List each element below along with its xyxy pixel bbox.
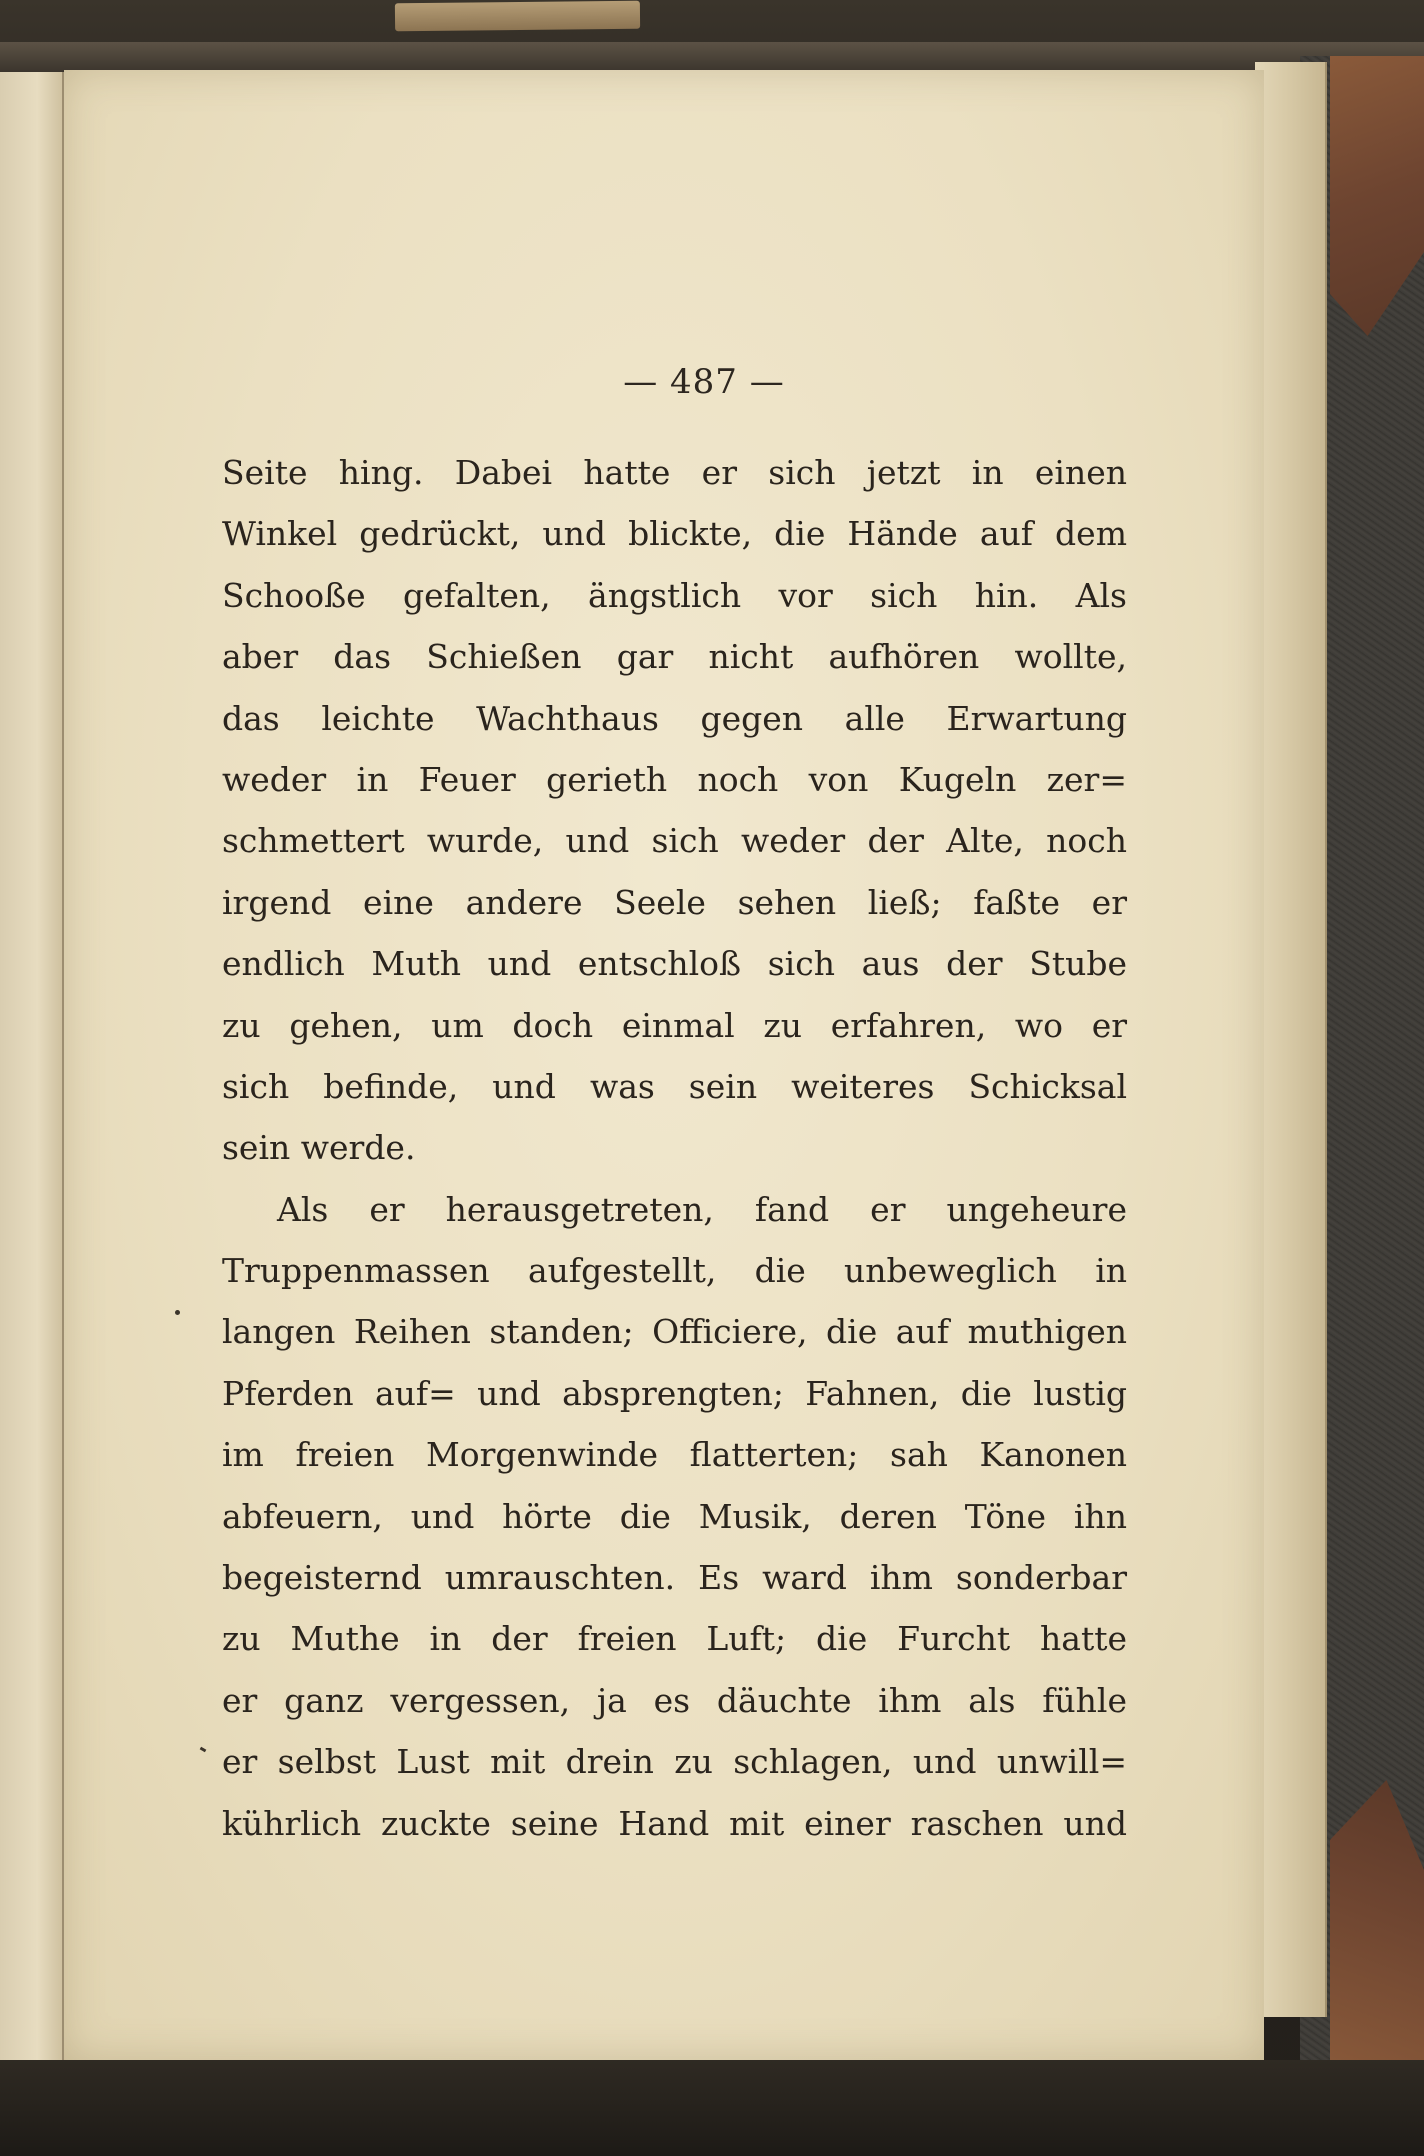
text-line: endlich Muth und entschloß sich aus der Stube	[222, 944, 1127, 984]
text-line: weder in Feuer gerieth noch von Kugeln zer=	[222, 759, 1127, 799]
left-page-edge	[0, 72, 64, 2062]
text-line: das leichte Wachthaus gegen alle Erwartung	[222, 698, 1127, 738]
text-line: sich befinde, und was sein weiteres Schicksal	[222, 1066, 1127, 1106]
text-line: langen Reihen standen; Officiere, die auf muthigen	[222, 1312, 1127, 1352]
text-line: Winkel gedrückt, und blickte, die Hände auf dem	[222, 514, 1127, 554]
text-line: Als er herausgetreten, fand er ungeheure	[277, 1189, 1127, 1229]
binding-strip	[395, 1, 640, 32]
text-line: er ganz vergessen, ja es däuchte ihm als fühle	[222, 1680, 1127, 1720]
text-line: sein werde.	[222, 1128, 416, 1168]
page-text	[222, 442, 1127, 1854]
text-line: kührlich zuckte seine Hand mit einer raschen und	[222, 1803, 1127, 1843]
text-line: Seite hing. Dabei hatte er sich jetzt in einen	[222, 453, 1127, 492]
bottom-cover-edge	[0, 2060, 1424, 2156]
text-line: irgend eine andere Seele sehen ließ; faßte er	[222, 882, 1127, 922]
page-stack-edge	[1255, 62, 1327, 2017]
text-line: begeisternd umrauschten. Es ward ihm sonderbar	[222, 1558, 1127, 1598]
text-line: aber das Schießen gar nicht aufhören wollte,	[222, 637, 1127, 677]
text-line: abfeuern, und hörte die Musik, deren Töne ihn	[222, 1496, 1127, 1536]
margin-dot-mark	[175, 1310, 180, 1315]
book-page	[64, 70, 1264, 2060]
text-line: schmettert wurde, und sich weder der Alte, noch	[222, 821, 1127, 861]
text-line: er selbst Lust mit drein zu schlagen, und unwill=	[222, 1742, 1127, 1782]
top-cover-edge	[0, 42, 1424, 72]
text-line: im freien Morgenwinde flatterten; sah Kanonen	[222, 1435, 1127, 1475]
text-line: zu Muthe in der freien Luft; die Furcht hatte	[222, 1619, 1127, 1659]
text-line: Schooße gefalten, ängstlich vor sich hin. Als	[222, 575, 1127, 615]
text-line: zu gehen, um doch einmal zu erfahren, wo er	[222, 1005, 1127, 1045]
text-line: Pferden auf= und absprengten; Fahnen, die lustig	[222, 1373, 1127, 1413]
text-line: Truppenmassen aufgestellt, die unbeweglich in	[222, 1251, 1127, 1291]
page-number: — 487 —	[623, 362, 785, 402]
